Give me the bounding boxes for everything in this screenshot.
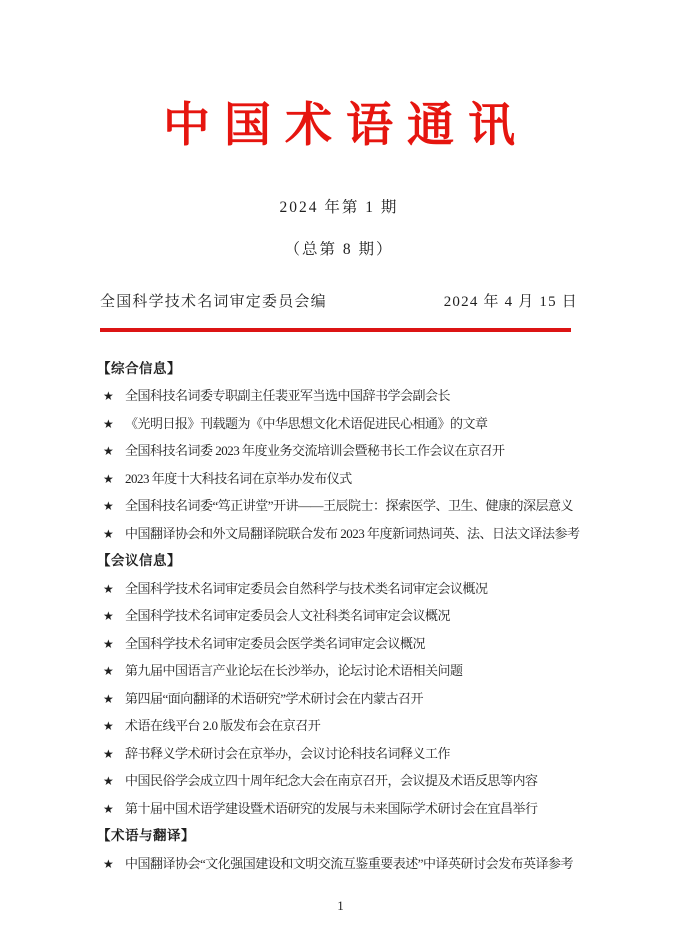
- toc-item: [100, 664, 578, 677]
- toc-item-text: 第四届“面向翻译的术语研究”学术研讨会在内蒙古召开: [125, 690, 424, 706]
- toc-item: [100, 582, 578, 595]
- toc-item: [100, 802, 578, 815]
- toc-item-text: 2023 年度十大科技名词在京举办发布仪式: [125, 470, 352, 486]
- toc-item: [100, 417, 578, 430]
- toc-item: [100, 857, 578, 870]
- toc-item: [100, 389, 578, 402]
- toc-item: [100, 774, 578, 787]
- star-bullet-icon: ★: [103, 719, 114, 734]
- star-bullet-icon: ★: [103, 636, 114, 651]
- red-divider-rule: [100, 328, 571, 332]
- star-bullet-icon: ★: [103, 389, 114, 404]
- issue-number-line: 2024 年第 1 期: [279, 198, 399, 216]
- star-bullet-icon: ★: [103, 856, 114, 871]
- newsletter-title: 中国术语通讯: [163, 100, 529, 152]
- star-bullet-icon: ★: [103, 746, 114, 761]
- toc-item-text: 《光明日报》刊载题为《中华思想文化术语促进民心相通》的文章: [125, 415, 488, 431]
- toc-item: [100, 692, 578, 705]
- star-bullet-icon: ★: [103, 471, 114, 486]
- toc-item-text: 中国民俗学会成立四十周年纪念大会在南京召开，会议提及术语反思等内容: [125, 773, 538, 789]
- toc-item-text: 中国翻译协会“文化强国建设和文明交流互鉴重要表述”中译英研讨会发布英译参考: [125, 855, 574, 871]
- publication-date: 2024 年 4 月 15 日: [443, 293, 578, 310]
- toc-item-text: 第十届中国术语学建设暨术语研究的发展与未来国际学术研讨会在宜昌举行: [125, 800, 538, 816]
- star-bullet-icon: ★: [103, 416, 114, 431]
- toc-item: [100, 444, 578, 457]
- toc-item-text: 术语在线平台 2.0 版发布会在京召开: [125, 718, 321, 734]
- toc-item-text: 全国科学技术名词审定委员会人文社科类名词审定会议概况: [125, 608, 451, 624]
- table-of-contents: [97, 360, 580, 871]
- star-bullet-icon: ★: [103, 499, 114, 514]
- star-bullet-icon: ★: [103, 609, 114, 624]
- toc-item-text: 辞书释义学术研讨会在京举办，会议讨论科技名词释义工作: [125, 745, 451, 761]
- toc-item-text: 全国科技名词委 2023 年度业务交流培训会暨秘书长工作会议在京召开: [125, 443, 505, 459]
- toc-item: [100, 719, 578, 732]
- total-issue-line: （总第 8 期）: [284, 241, 394, 259]
- toc-item-text: 第九届中国语言产业论坛在长沙举办，论坛讨论术语相关问题: [125, 663, 463, 679]
- toc-item-text: 全国科技名词委“笃正讲堂”开讲——王辰院士：探索医学、卫生、健康的深层意义: [125, 498, 574, 514]
- toc-item: [100, 499, 578, 512]
- star-bullet-icon: ★: [103, 526, 114, 541]
- section-header-meeting-info: 【会议信息】: [97, 553, 181, 569]
- toc-item-text: 全国科学技术名词审定委员会医学类名词审定会议概况: [125, 635, 426, 651]
- star-bullet-icon: ★: [103, 444, 114, 459]
- toc-item-text: 中国翻译协会和外文局翻译院联合发布 2023 年度新词热词英、法、日法文译法参考: [125, 525, 580, 541]
- section-header-general-info: 【综合信息】: [97, 360, 181, 376]
- star-bullet-icon: ★: [103, 801, 114, 816]
- star-bullet-icon: ★: [103, 664, 114, 679]
- editor-credit: 全国科学技术名词审定委员会编: [100, 293, 327, 310]
- publication-info-row: [100, 295, 578, 310]
- page-number: 1: [337, 898, 344, 913]
- star-bullet-icon: ★: [103, 774, 114, 789]
- toc-item: [100, 747, 578, 760]
- section-header-terminology-translation: 【术语与翻译】: [97, 828, 195, 844]
- toc-item-text: 全国科学技术名词审定委员会自然科学与技术类名词审定会议概况: [125, 580, 488, 596]
- toc-item: [100, 472, 578, 485]
- toc-item: [100, 609, 578, 622]
- toc-item-text: 全国科技名词委专职副主任裴亚军当选中国辞书学会副会长: [125, 388, 451, 404]
- toc-item: [100, 527, 578, 540]
- toc-item: [100, 637, 578, 650]
- star-bullet-icon: ★: [103, 691, 114, 706]
- star-bullet-icon: ★: [103, 581, 114, 596]
